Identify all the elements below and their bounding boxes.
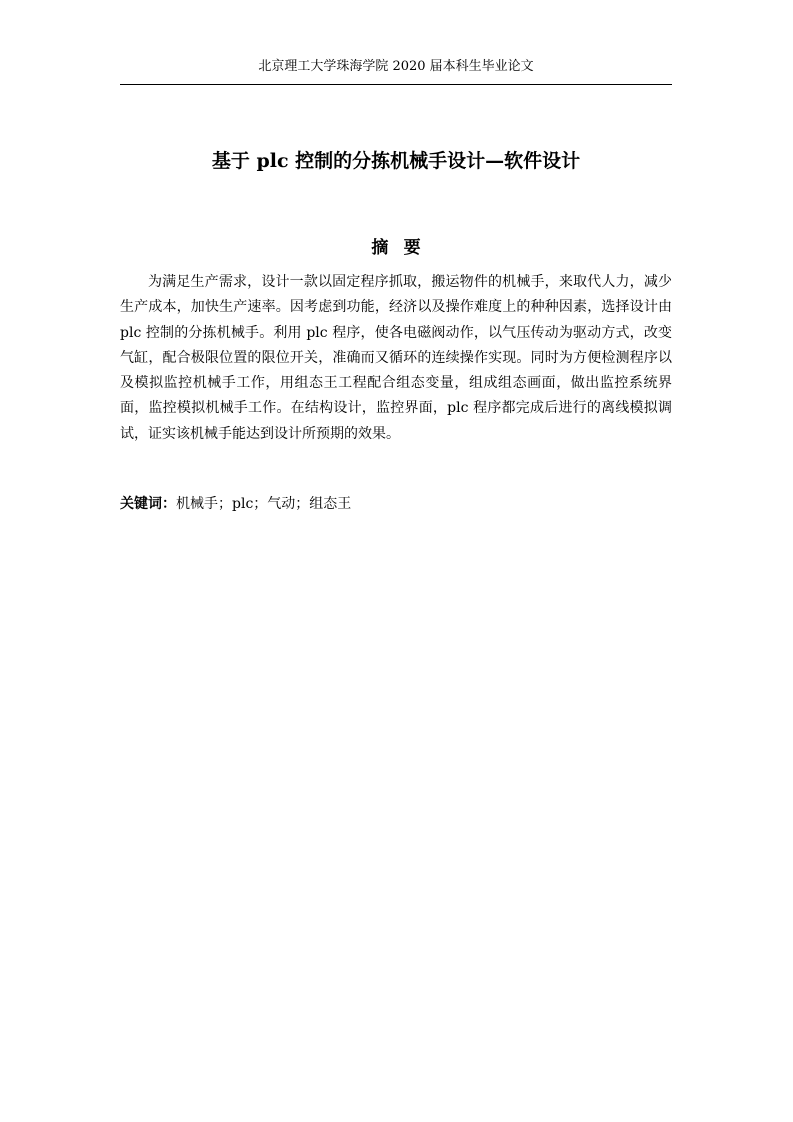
header-divider — [120, 84, 672, 85]
paper-title: 基于 plc 控制的分拣机械手设计—软件设计 — [211, 150, 581, 172]
abstract-heading: 摘要 — [371, 238, 436, 258]
abstract-body: 为满足生产需求，设计一款以固定程序抓取，搬运物件的机械手，来取代人力，减少生产成本，加快生产速率。因考虑到功能，经济以及操作难度上的种种因素，选择设计由 plc 控制的分拣机械手。利用 plc 程序，使各电磁阀动作，以气压传动为驱动方式，改变气缸，配合极限位置的限位开关，准确而又循环的连续操作实现。同时为方便检测程序以及模拟监控机械手工作，用组态王工程配合组态变量，组成组态画面，做出监控系统界面，监控模拟机械手工作。在结构设计，监控界面，plc 程序都完成后进行的离线模拟调试，证实该机械手能达到设计所预期的效果。 — [120, 274, 672, 442]
page-header: 北京理工大学珠海学院 2020 届本科生毕业论文 — [258, 59, 534, 74]
keywords-line — [120, 492, 672, 517]
keywords-label: 关键词： — [120, 496, 176, 512]
keywords-value: 机械手；plc；气动；组态王 — [176, 496, 352, 512]
